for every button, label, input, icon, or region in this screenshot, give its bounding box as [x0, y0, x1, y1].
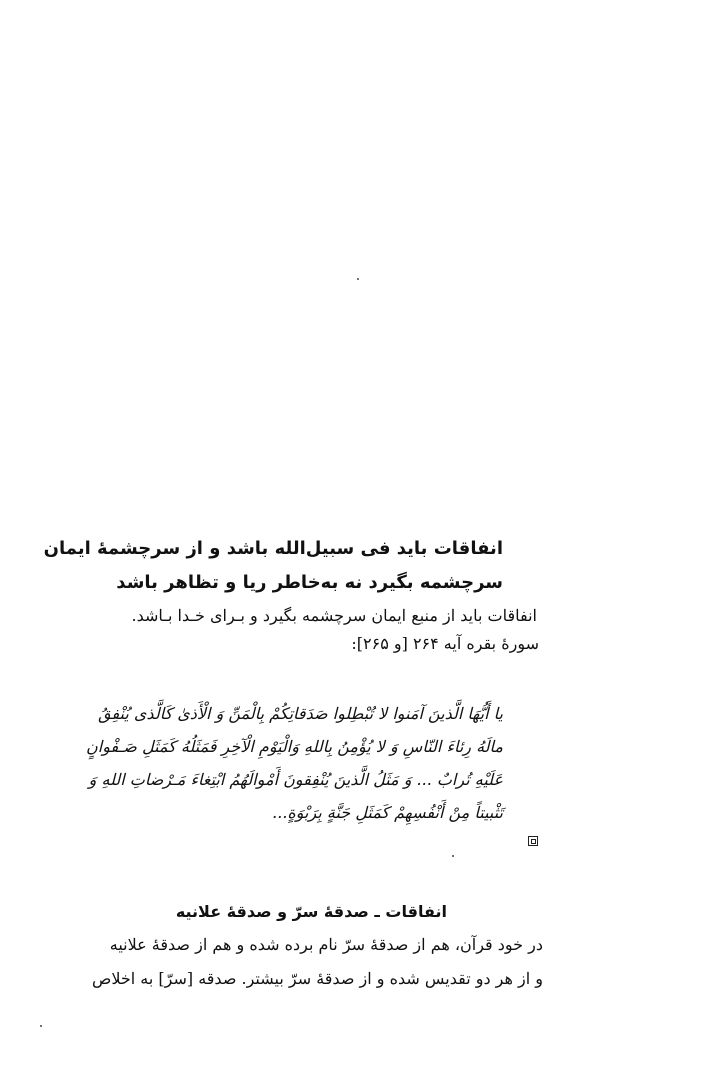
section-heading-line-2: سرچشمه بگیرد نه به‌خاطر ریا و تظاهر باشد	[116, 572, 503, 593]
speck-mark	[357, 278, 359, 280]
speck-mark	[452, 855, 454, 857]
body-line-1: در خود قرآن، هم از صدقهٔ سرّ نام برده شده و هم از صدقهٔ علانیه	[109, 935, 543, 954]
verse-line-1: یا أَیُّهَا الَّذینَ آمَنوا لا تُبْطِلوا صَدَقاتِکُمْ بِالْمَنِّ وَ الْأَذیٰ کَالَّذی یُنْفِقُ	[98, 704, 503, 723]
section-heading-line-1: انفاقات باید فی سبیل‌الله باشد و از سرچشمهٔ ایمان	[43, 538, 503, 559]
verse-line-3: عَلَیْهِ تُرابٌ ... وَ مَثَلُ الَّذینَ یُنْفِقونَ أَمْوالَهُمُ ابْتِغاءَ مَـرْضاتِ اللهِ وَ	[88, 770, 503, 789]
verse-line-2: مالَهُ رِئاءَ النّاسِ وَ لا یُؤْمِنُ بِاللهِ وَالْیَوْمِ الْآخِرِ فَمَثَلُهُ کَمَثَلِ صَـفْوانٍ	[86, 737, 503, 756]
intro-line-1: انفاقات باید از منبع ایمان سرچشمه بگیرد و بـرای خـدا بـاشد.	[131, 606, 537, 625]
intro-line-2: سورهٔ بقره آیه ۲۶۴ [و ۲۶۵]:	[351, 634, 539, 653]
verse-line-4: تَثْبیتاً مِنْ أَنْفُسِهِمْ کَمَثَلِ جَنَّةٍ بِرَبْوَةٍ...	[272, 803, 503, 822]
subsection-heading: انفاقات ـ صدقهٔ سرّ و صدقهٔ علانیه	[175, 902, 447, 921]
section-end-mark-icon	[528, 836, 538, 846]
speck-mark	[40, 1025, 42, 1027]
body-line-2: و از هر دو تقدیس شده و از صدقهٔ سرّ بیشتر. صدقه [سرّ] به اخلاص	[91, 969, 543, 988]
